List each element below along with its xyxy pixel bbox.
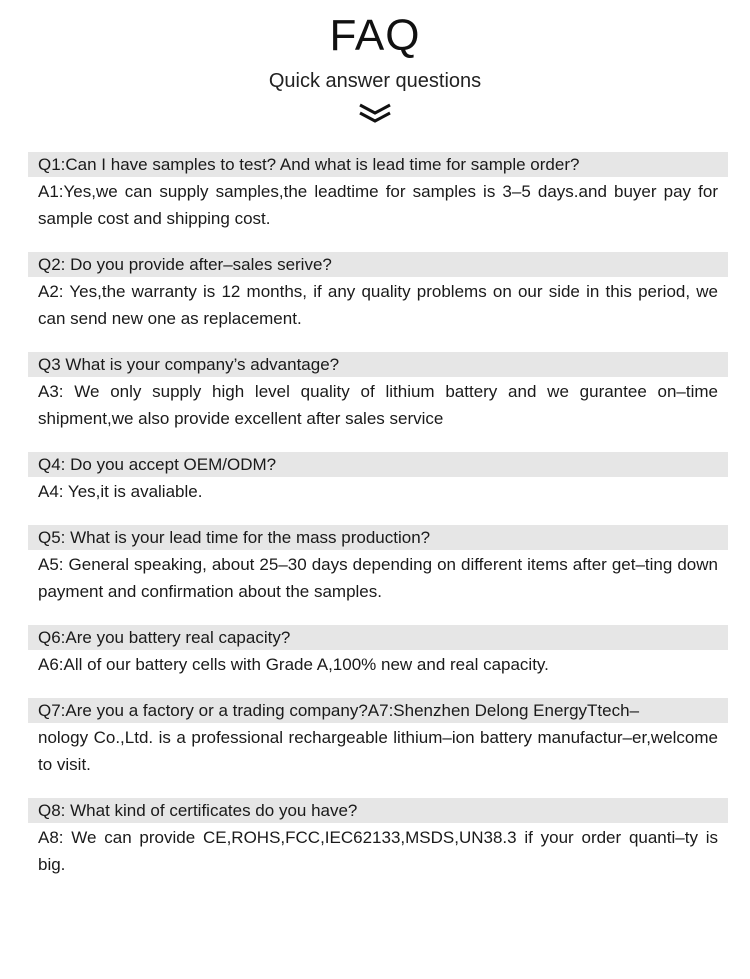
faq-question: Q7:Are you a factory or a trading company?A7:Shenzhen Delong EnergyTtech– — [28, 698, 728, 723]
faq-answer: A5: General speaking, about 25–30 days depending on different items after get–ting down payment and confirmation about the samples. — [38, 555, 718, 601]
faq-question: Q3 What is your company’s advantage? — [28, 352, 728, 377]
faq-question: Q4: Do you accept OEM/ODM? — [28, 452, 728, 477]
faq-answer: A4: Yes,it is avaliable. — [38, 482, 203, 501]
faq-item-5 — [28, 525, 728, 605]
faq-item-7 — [28, 698, 728, 778]
faq-answer: A3: We only supply high level quality of lithium battery and we gurantee on–time shipment,we also provide excellent after sales service — [38, 382, 718, 428]
faq-item-1 — [28, 152, 728, 232]
faq-answer: A8: We can provide CE,ROHS,FCC,IEC62133,MSDS,UN38.3 if your order quanti–ty is big. — [38, 828, 718, 874]
faq-answer: A1:Yes,we can supply samples,the leadtime for samples is 3–5 days.and buyer pay for sample cost and shipping cost. — [38, 182, 718, 228]
faq-question: Q6:Are you battery real capacity? — [28, 625, 728, 650]
faq-answer: A6:All of our battery cells with Grade A,100% new and real capacity. — [38, 655, 549, 674]
faq-answer: A2: Yes,the warranty is 12 months, if any quality problems on our side in this period, we can send new one as replacement. — [38, 282, 718, 328]
faq-item-2 — [28, 252, 728, 332]
double-chevron-down-icon — [358, 102, 392, 124]
page-subtitle: Quick answer questions — [268, 70, 482, 92]
faq-item-8 — [28, 798, 728, 878]
faq-header — [0, 0, 750, 124]
faq-question: Q2: Do you provide after–sales serive? — [28, 252, 728, 277]
faq-list — [28, 152, 728, 898]
faq-item-4 — [28, 452, 728, 505]
faq-item-3 — [28, 352, 728, 432]
faq-item-6 — [28, 625, 728, 678]
page-title: FAQ — [329, 11, 421, 60]
faq-question: Q8: What kind of certificates do you have? — [28, 798, 728, 823]
faq-question: Q5: What is your lead time for the mass production? — [28, 525, 728, 550]
faq-answer: nology Co.,Ltd. is a professional rechargeable lithium–ion battery manufactur–er,welcome to visit. — [38, 728, 718, 774]
faq-question: Q1:Can I have samples to test? And what is lead time for sample order? — [28, 152, 728, 177]
